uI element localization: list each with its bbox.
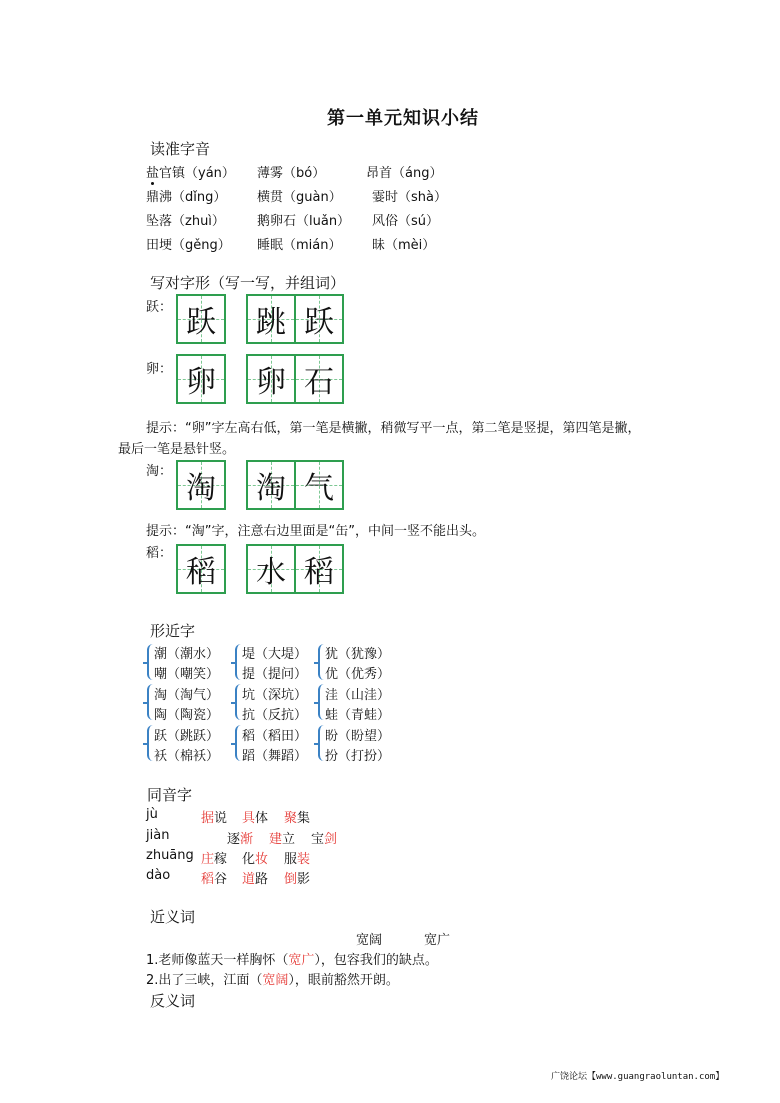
read-item: 田埂（gěng） xyxy=(146,238,231,253)
grid-cell: 石 xyxy=(294,354,344,404)
homophone-word: 庄稼 xyxy=(201,852,228,867)
read-heading: 读准字音 xyxy=(150,140,211,158)
similar-item: 袄（棉袄） xyxy=(154,749,220,764)
grid-cell: 稻 xyxy=(176,544,226,594)
read-item: 盐官镇（yán） xyxy=(146,166,235,181)
grid-cell: 卵 xyxy=(176,354,226,404)
pinyin: jiàn xyxy=(146,828,170,843)
brace xyxy=(235,725,242,761)
grid-cell: 跳 xyxy=(246,294,296,344)
similar-item: 优（优秀） xyxy=(325,667,391,682)
tip-text: 最后一笔是悬针竖。 xyxy=(118,442,236,457)
homophone-word: 聚集 xyxy=(284,811,311,826)
brace xyxy=(235,684,242,720)
write-label: 卵： xyxy=(146,362,173,377)
grid-cell: 淘 xyxy=(176,460,226,510)
homophone-word: 宝剑 xyxy=(311,832,338,847)
similar-item: 抗（反抗） xyxy=(242,708,308,723)
grid-cell: 水 xyxy=(246,544,296,594)
synonym-sentence: 2.出了三峡，江面（宽阔），眼前豁然开朗。 xyxy=(146,973,399,988)
read-item: 横贯（guàn） xyxy=(257,190,342,205)
pinyin: zhuāng xyxy=(146,848,194,863)
similar-item: 盼（盼望） xyxy=(325,729,391,744)
brace xyxy=(318,684,325,720)
similar-item: 潮（潮水） xyxy=(154,647,220,662)
brace xyxy=(147,725,154,761)
antonym-heading: 反义词 xyxy=(150,992,196,1010)
brace xyxy=(318,725,325,761)
similar-item: 稻（稻田） xyxy=(242,729,308,744)
writing-grid xyxy=(246,294,342,344)
similar-item: 扮（打扮） xyxy=(325,749,391,764)
similar-item: 蛙（青蛙） xyxy=(325,708,391,723)
tip-text: 提示：“淘”字，注意右边里面是“缶”，中间一竖不能出头。 xyxy=(146,524,485,539)
similar-item: 犹（犹豫） xyxy=(325,647,391,662)
writing-grid xyxy=(176,544,224,594)
read-item: 霎时（shà） xyxy=(372,190,447,205)
grid-cell: 气 xyxy=(294,460,344,510)
homophone-word: 逐渐 xyxy=(227,832,254,847)
similar-item: 坑（深坑） xyxy=(242,688,308,703)
similar-item: 洼（山洼） xyxy=(325,688,391,703)
brace xyxy=(235,644,242,680)
write-heading: 写对字形（写一写，并组词） xyxy=(150,274,346,292)
read-item: 薄雾（bó） xyxy=(257,166,326,181)
similar-item: 陶（陶瓷） xyxy=(154,708,220,723)
read-item: 鹅卵石（luǎn） xyxy=(257,214,351,229)
pinyin: jù xyxy=(146,807,158,822)
grid-cell: 淘 xyxy=(246,460,296,510)
similar-item: 跃（跳跃） xyxy=(154,729,220,744)
writing-grid xyxy=(176,460,224,510)
similar-item: 淘（淘气） xyxy=(154,688,220,703)
writing-grid xyxy=(176,294,224,344)
homophone-word: 道路 xyxy=(242,872,269,887)
synonym-heading: 近义词 xyxy=(150,908,196,926)
pinyin: dào xyxy=(146,868,171,883)
footer-text: 广饶论坛【www.guangraoluntan.com】 xyxy=(551,1072,725,1082)
read-item: 昂首（áng） xyxy=(366,166,443,181)
read-item: 鼎沸（dǐng） xyxy=(146,190,227,205)
grid-cell: 卵 xyxy=(246,354,296,404)
similar-item: 嘲（嘲笑） xyxy=(154,667,220,682)
synonym-choice: 宽广 xyxy=(424,933,451,948)
writing-grid xyxy=(176,354,224,404)
write-label: 淘： xyxy=(146,464,173,479)
homophone-word: 倒影 xyxy=(284,872,311,887)
homophone-word: 建立 xyxy=(269,832,296,847)
writing-grid xyxy=(246,354,342,404)
read-item: 昧（mèi） xyxy=(372,238,436,253)
homophone-word: 据说 xyxy=(201,811,228,826)
brace xyxy=(147,684,154,720)
tip-text: 提示：“卵”字左高右低，第一笔是横撇，稍微写平一点，第二笔是竖提，第四笔是撇， xyxy=(146,421,641,436)
similar-heading: 形近字 xyxy=(150,622,196,640)
synonym-sentence: 1.老师像蓝天一样胸怀（宽广），包容我们的缺点。 xyxy=(146,953,438,968)
synonym-choice: 宽阔 xyxy=(356,933,383,948)
page-title: 第一单元知识小结 xyxy=(327,108,479,129)
writing-grid xyxy=(246,544,342,594)
similar-item: 堤（大堤） xyxy=(242,647,308,662)
homophone-word: 服装 xyxy=(284,852,311,867)
homophone-word: 具体 xyxy=(242,811,269,826)
write-label: 跃： xyxy=(146,300,173,315)
grid-cell: 稻 xyxy=(294,544,344,594)
brace xyxy=(318,644,325,680)
homophone-word: 化妆 xyxy=(242,852,269,867)
grid-cell: 跃 xyxy=(176,294,226,344)
read-item: 坠落（zhuì） xyxy=(146,214,225,229)
grid-cell: 跃 xyxy=(294,294,344,344)
similar-item: 蹈（舞蹈） xyxy=(242,749,308,764)
read-item: 睡眠（mián） xyxy=(257,238,342,253)
homophone-heading: 同音字 xyxy=(147,786,193,804)
write-label: 稻： xyxy=(146,546,173,561)
brace xyxy=(147,644,154,680)
homophone-word: 稻谷 xyxy=(201,872,228,887)
read-item: 风俗（sú） xyxy=(372,214,440,229)
similar-item: 提（提问） xyxy=(242,667,308,682)
writing-grid xyxy=(246,460,342,510)
